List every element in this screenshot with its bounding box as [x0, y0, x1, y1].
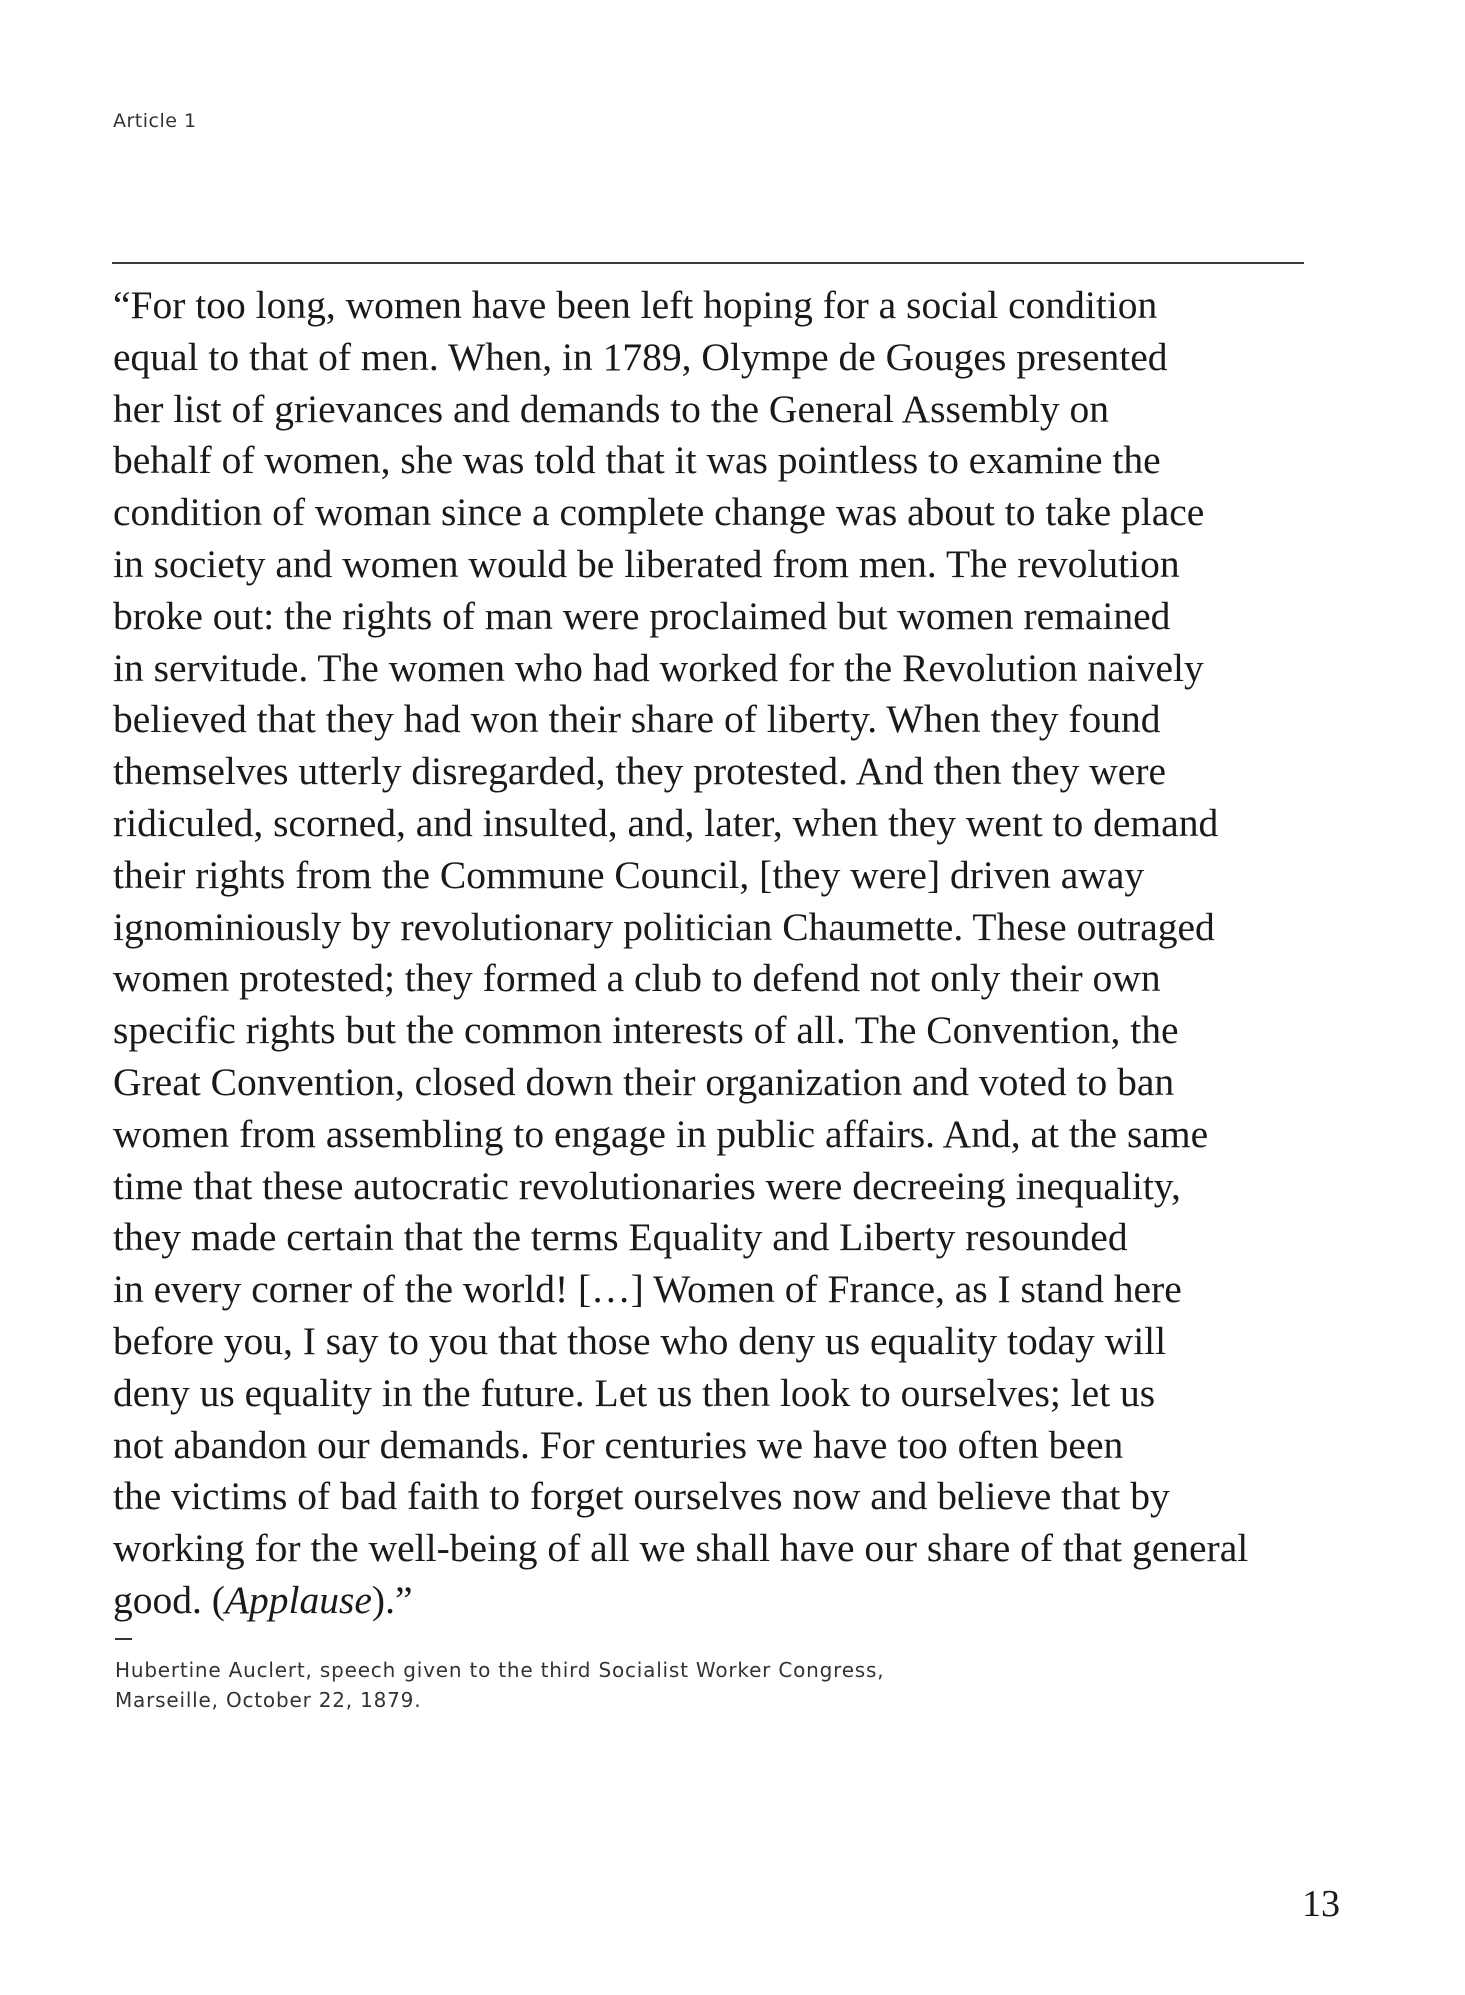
quote-line: their rights from the Commune Council, [they were] driven away — [113, 852, 1145, 897]
attribution-dash — [115, 1638, 132, 1640]
quote-line: believed that they had won their share of liberty. When they found — [113, 697, 1161, 742]
quote-line: themselves utterly disregarded, they protested. And then they were — [113, 749, 1167, 794]
attribution-line: Marseille, October 22, 1879. — [115, 1688, 422, 1712]
quote-line: in servitude. The women who had worked for the Revolution naively — [113, 645, 1204, 690]
quote-line: deny us equality in the future. Let us then look to ourselves; let us — [113, 1370, 1156, 1415]
quote-line: before you, I say to you that those who deny us equality today will — [113, 1318, 1167, 1363]
running-head: Article 1 — [113, 110, 197, 132]
quote-last-line-end: ).” — [371, 1577, 413, 1622]
quote-last-line — [113, 1575, 1353, 1627]
quote-line: time that these autocratic revolutionaries were decreeing inequality, — [113, 1163, 1181, 1208]
quote-line: the victims of bad faith to forget ourselves now and believe that by — [113, 1474, 1170, 1519]
quote-line: her list of grievances and demands to the General Assembly on — [113, 386, 1110, 431]
quote-line: in every corner of the world! […] Women of France, as I stand here — [113, 1267, 1182, 1312]
quote-block — [113, 280, 1353, 1627]
page-number: 13 — [1302, 1883, 1340, 1925]
applause-italic: Applause — [224, 1577, 372, 1622]
quote-last-line-start: good. ( — [113, 1577, 225, 1622]
top-rule — [112, 262, 1304, 264]
quote-line: ignominiously by revolutionary politician Chaumette. These outraged — [113, 904, 1215, 949]
quote-line: condition of woman since a complete change was about to take place — [113, 490, 1205, 535]
quote-line: specific rights but the common interests of all. The Convention, the — [113, 1008, 1179, 1053]
attribution-line: Hubertine Auclert, speech given to the third Socialist Worker Congress, — [115, 1658, 885, 1682]
attribution — [115, 1655, 1215, 1715]
quote-line: broke out: the rights of man were proclaimed but women remained — [113, 593, 1171, 638]
quote-line: Great Convention, closed down their organization and voted to ban — [113, 1059, 1175, 1104]
quote-line: ridiculed, scorned, and insulted, and, later, when they went to demand — [113, 800, 1219, 845]
quote-line: “For too long, women have been left hoping for a social condition — [113, 283, 1158, 327]
quote-line: in society and women would be liberated from men. The revolution — [113, 541, 1180, 586]
quote-line: women protested; they formed a club to defend not only their own — [113, 956, 1161, 1001]
quote-line: equal to that of men. When, in 1789, Olympe de Gouges presented — [113, 334, 1168, 379]
quote-line: they made certain that the terms Equality and Liberty resounded — [113, 1215, 1128, 1260]
quote-line: not abandon our demands. For centuries we have too often been — [113, 1422, 1124, 1467]
quote-line: working for the well-being of all we shall have our share of that general — [113, 1526, 1249, 1571]
quote-line: behalf of women, she was told that it was pointless to examine the — [113, 438, 1161, 483]
quote-line: women from assembling to engage in public affairs. And, at the same — [113, 1111, 1209, 1156]
